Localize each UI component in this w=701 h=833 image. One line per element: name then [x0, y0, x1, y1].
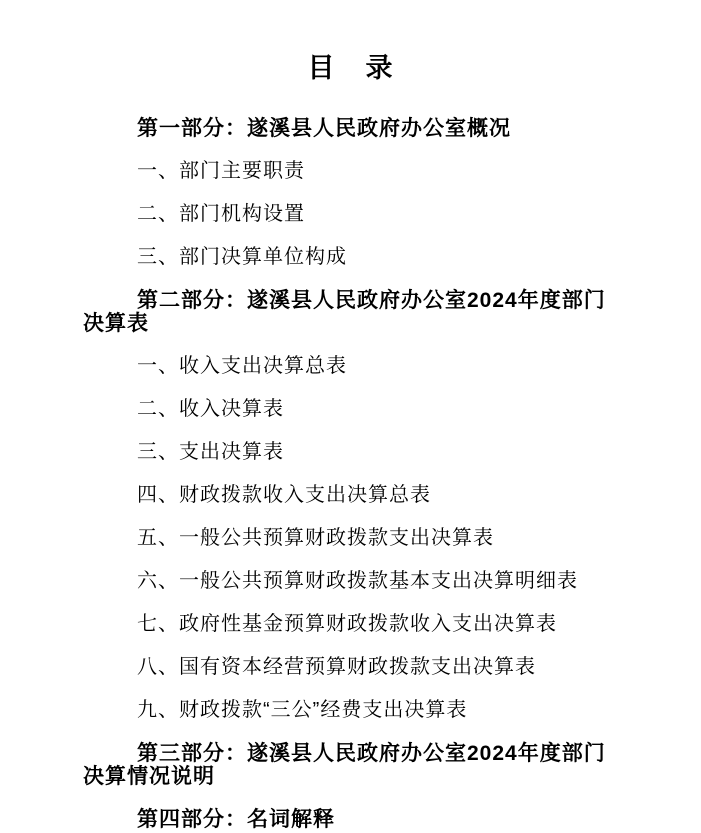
toc-item: 六、一般公共预算财政拨款基本支出决算明细表	[137, 570, 578, 592]
toc-item: 一、部门主要职责	[137, 160, 305, 182]
toc-item: 九、财政拨款“三公”经费支出决算表	[137, 699, 468, 721]
toc-item: 一、收入支出决算总表	[137, 355, 347, 377]
toc-item: 八、国有资本经营预算财政拨款支出决算表	[137, 656, 536, 678]
section-2-heading: 第二部分：遂溪县人民政府办公室2024年度部门决算表	[83, 289, 606, 335]
section-4-heading: 第四部分：名词解释	[137, 808, 335, 831]
toc-item: 二、收入决算表	[137, 398, 284, 420]
toc-item: 三、支出决算表	[137, 441, 284, 463]
section-1-heading: 第一部分：遂溪县人民政府办公室概况	[137, 117, 511, 140]
section-3-heading: 第三部分：遂溪县人民政府办公室2024年度部门决算情况说明	[83, 742, 606, 788]
toc-item: 三、部门决算单位构成	[137, 246, 347, 268]
toc-item: 七、政府性基金预算财政拨款收入支出决算表	[137, 613, 557, 635]
toc-item: 四、财政拨款收入支出决算总表	[137, 484, 431, 506]
page-title: 目 录	[307, 53, 395, 83]
toc-item: 二、部门机构设置	[137, 203, 305, 225]
toc-item: 五、一般公共预算财政拨款支出决算表	[137, 527, 494, 549]
